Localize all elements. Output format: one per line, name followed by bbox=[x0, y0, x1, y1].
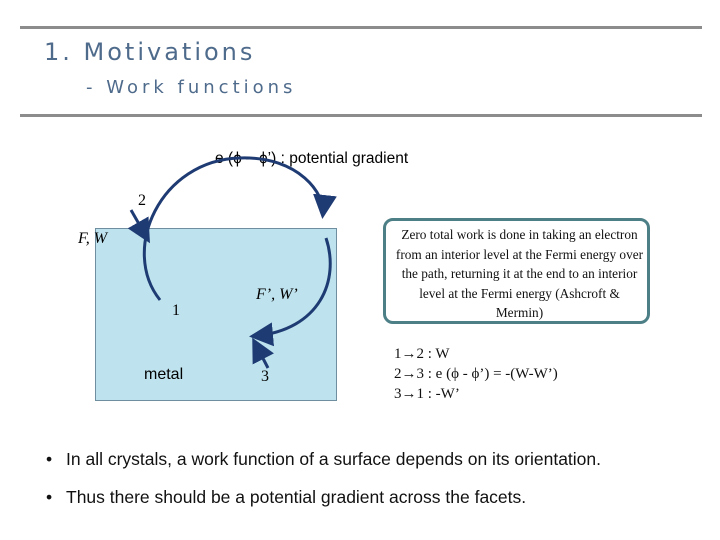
arrow-to-2 bbox=[131, 210, 147, 238]
bullet-dot-icon: • bbox=[46, 487, 53, 507]
slide-title: 1. Motivations bbox=[44, 38, 256, 66]
gradient-label: e (ϕ – ϕ’) : potential gradient bbox=[215, 150, 409, 167]
right-face-label: F’, W’ bbox=[256, 286, 298, 303]
point-3-label: 3 bbox=[261, 368, 269, 385]
escape-loop-arrow bbox=[144, 158, 323, 300]
point-2-label: 2 bbox=[138, 192, 146, 209]
step-1-2: 1→2 : W bbox=[394, 346, 450, 362]
bullet-dot-icon: • bbox=[46, 449, 53, 469]
step-3-1: 3→1 : -W’ bbox=[394, 386, 460, 402]
point-1-label: 1 bbox=[172, 302, 180, 319]
bullet-list bbox=[46, 449, 601, 525]
bullet-item: • Thus there should be a potential gradient across the facets. bbox=[46, 487, 527, 507]
step-list bbox=[394, 344, 558, 404]
arrow-from-3 bbox=[255, 343, 268, 368]
return-loop-arrow bbox=[255, 238, 330, 336]
left-face-label: F, W bbox=[78, 230, 108, 247]
step-2-3: 2→3 : e (ϕ - ϕ’) = -(W-W’) bbox=[394, 366, 558, 382]
bullet-item: • In all crystals, a work function of a surface depends on its orientation. bbox=[46, 449, 602, 469]
work-note: Zero total work is done in taking an electron from an interior level at the Fermi energy over the path, returning it at the end to an interior level at the Fermi energy (Ashcroft & Mermin) bbox=[383, 218, 650, 324]
metal-label: metal bbox=[144, 366, 184, 383]
slide-subtitle: - Work functions bbox=[86, 77, 297, 98]
